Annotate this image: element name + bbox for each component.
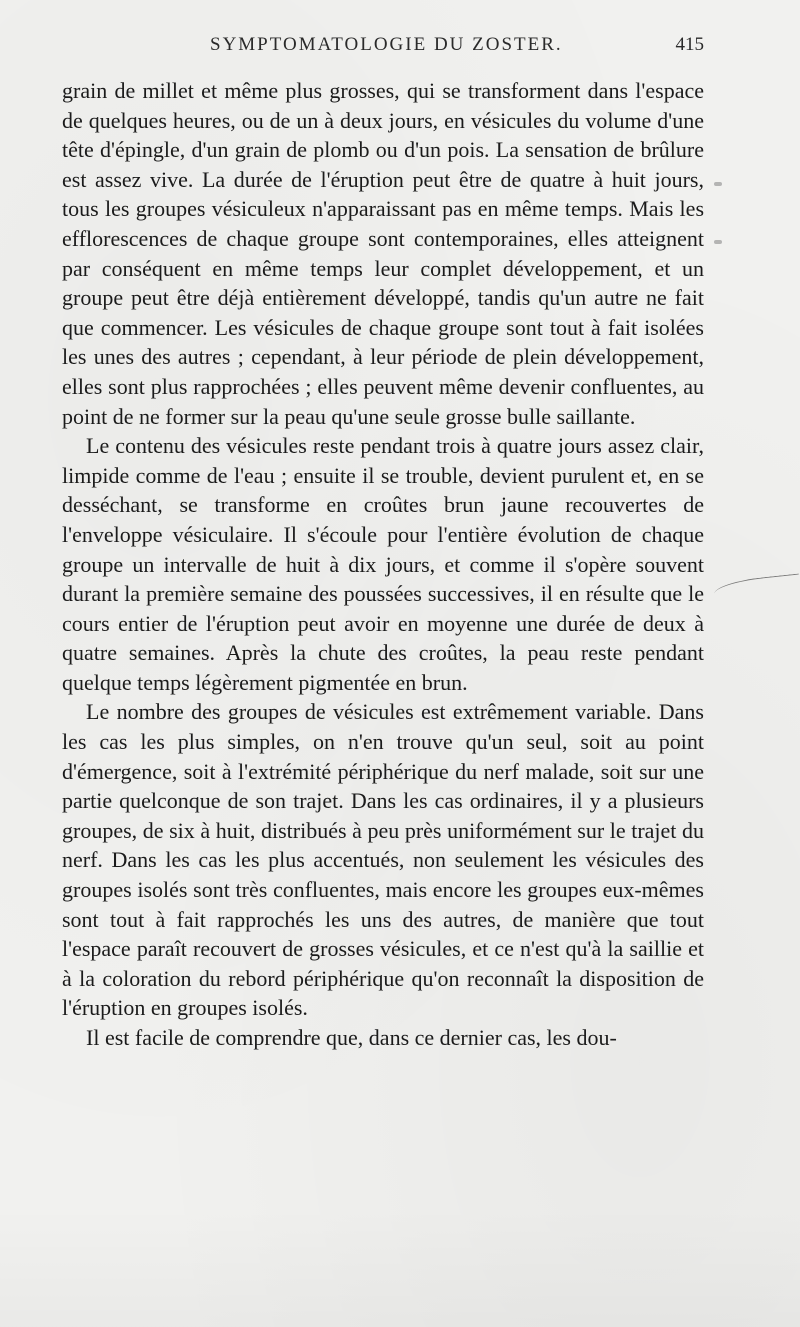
paragraph-final: Il est facile de comprendre que, dans ce dernier cas, les dou- <box>86 1025 617 1050</box>
paragraph-continuation: grain de millet et même plus grosses, qui se transforment dans l'espace de quelques heures, ou de un à deux jours, en vésicules du volume d'une tête d'épingle, d'un grain de plomb ou d'un pois. La sensation de brûlure est assez vive. La durée de l'éruption peut être de quatre à huit jours, tous les groupes vésiculeux n'apparaissant pas en même temps. Mais les efflorescences de chaque groupe sont contemporaines, elles atteignent par conséquent en même temps leur complet développement, et un groupe peut être déjà entièrement développé, tandis qu'un autre ne fait que commencer. Les vésicules de chaque groupe sont tout à fait isolées les unes des autres ; cependant, à leur période de plein développement, elles sont plus rapprochées ; elles peuvent même devenir confluentes, au point de ne former sur la peau qu'une seule grosse bulle saillante. <box>62 78 704 429</box>
paragraph-group-count: Le nombre des groupes de vésicules est extrêmement variable. Dans les cas les plus simples, on n'en trouve qu'un seul, soit au point d'émergence, soit à l'extrémité périphérique du nerf malade, soit sur une partie quelconque de son trajet. Dans les cas ordinaires, il y a plusieurs groupes, de six à huit, distribués à peu près uniformément sur le trajet du nerf. Dans les cas les plus accentués, non seulement les vésicules des groupes isolés sont très confluentes, mais encore les groupes eux-mêmes sont tout à fait rapprochés les uns des autres, de manière que tout l'espace paraît recouvert de grosses vésicules, et ce n'est qu'à la saillie et à la coloration du rebord périphérique qu'on reconnaît la disposition de l'éruption en groupes isolés. <box>62 699 704 1021</box>
body-text <box>62 76 704 1053</box>
paper-shading <box>0 1207 800 1327</box>
margin-ink-mark <box>714 240 722 244</box>
running-title: SYMPTOMATOLOGIE DU ZOSTER. <box>210 34 563 55</box>
margin-ink-mark <box>714 182 722 186</box>
running-head <box>62 34 704 60</box>
margin-pencil-stroke <box>713 574 800 602</box>
paragraph-vesicle-contents: Le contenu des vésicules reste pendant trois à quatre jours assez clair, limpide comme de l'eau ; ensuite il se trouble, devient purulent et, en se desséchant, se transforme en croûtes brun jaune recouvertes de l'enveloppe vésiculaire. Il s'écoule pour l'entière évolution de chaque groupe un intervalle de huit à dix jours, et comme il s'opère souvent durant la première semaine des poussées successives, il en résulte que le cours entier de l'éruption peut avoir en moyenne une durée de deux à quatre semaines. Après la chute des croûtes, la peau reste pendant quelque temps légèrement pigmentée en brun. <box>62 433 704 695</box>
page-number: 415 <box>675 34 704 55</box>
